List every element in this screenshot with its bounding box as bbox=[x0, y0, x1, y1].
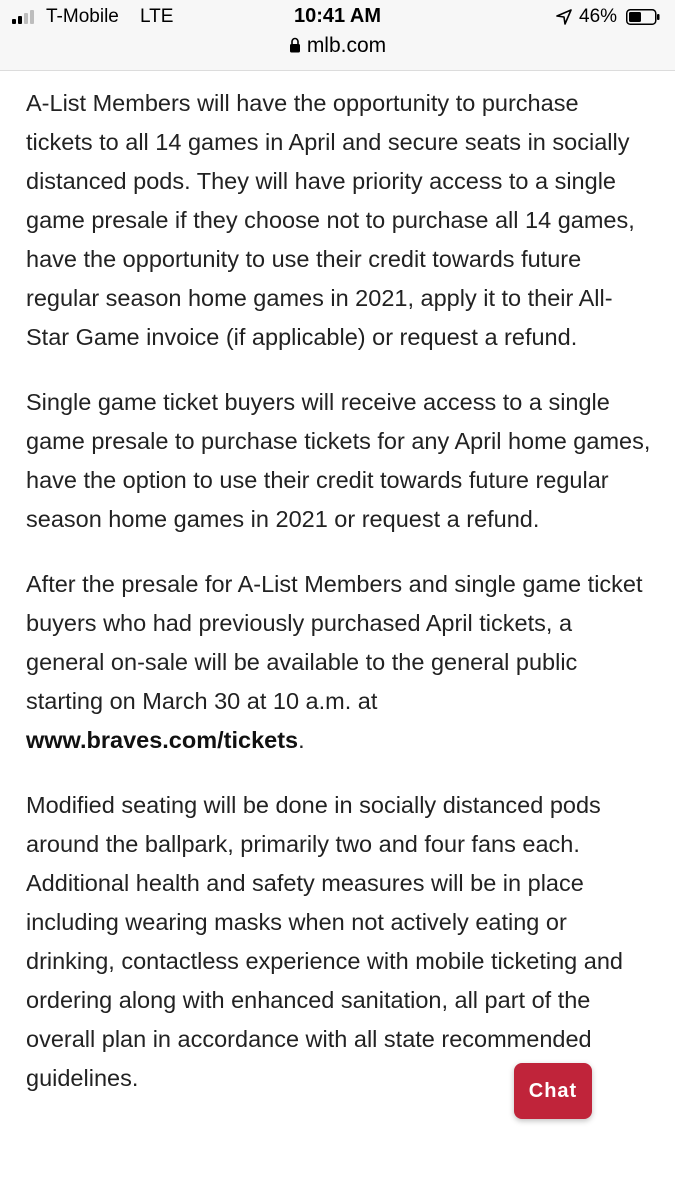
paragraph-modified-seating: Modified seating will be done in socially distanced pods around the ballpark, primarily two and four fans each. Additional health and safety measures will be in place including wearing masks when not actively eating or drinking, contactless experience with mobile ticketing and ordering along with enhanced sanitation, all part of the overall plan in accordance with all state recommended guidelines. bbox=[26, 792, 623, 1091]
battery-icon bbox=[626, 9, 660, 25]
paragraph-general-sale-text: After the presale for A-List Members and single game ticket buyers who had previously purchased April tickets, a general on-sale will be available to the general public starting on March 30 at 10 a.m. at bbox=[26, 571, 643, 714]
battery-percent: 46% bbox=[579, 6, 618, 27]
paragraph-single-game: Single game ticket buyers will receive access to a single game presale to purchase tickets for any April home games, have the option to use their credit towards future regular season home games in 2021 or request a refund. bbox=[26, 389, 651, 532]
url-text[interactable]: mlb.com bbox=[306, 34, 387, 57]
paragraph-end-period: . bbox=[298, 727, 305, 753]
paragraph-a-list: A-List Members will have the opportunity to purchase tickets to all 14 games in April and secure seats in socially distanced pods. They will have priority access to a single game presale if they choose not to purchase all 14 games, have the opportunity to use their credit towards future regular season home games in 2021, apply it to their All-Star Game invoice (if applicable) or request a refund. bbox=[26, 90, 635, 350]
chat-button[interactable]: Chat bbox=[514, 1063, 592, 1119]
tickets-link[interactable]: www.braves.com/tickets bbox=[26, 727, 299, 753]
lock-icon bbox=[289, 37, 301, 53]
clock: 10:41 AM bbox=[293, 5, 382, 27]
location-arrow-icon bbox=[556, 9, 572, 25]
paragraph-general-sale bbox=[26, 565, 651, 760]
network-type: LTE bbox=[140, 6, 174, 27]
carrier-name: T-Mobile bbox=[46, 6, 119, 27]
status-bar bbox=[0, 0, 675, 34]
address-bar[interactable] bbox=[0, 34, 675, 71]
article-body bbox=[26, 84, 651, 1124]
